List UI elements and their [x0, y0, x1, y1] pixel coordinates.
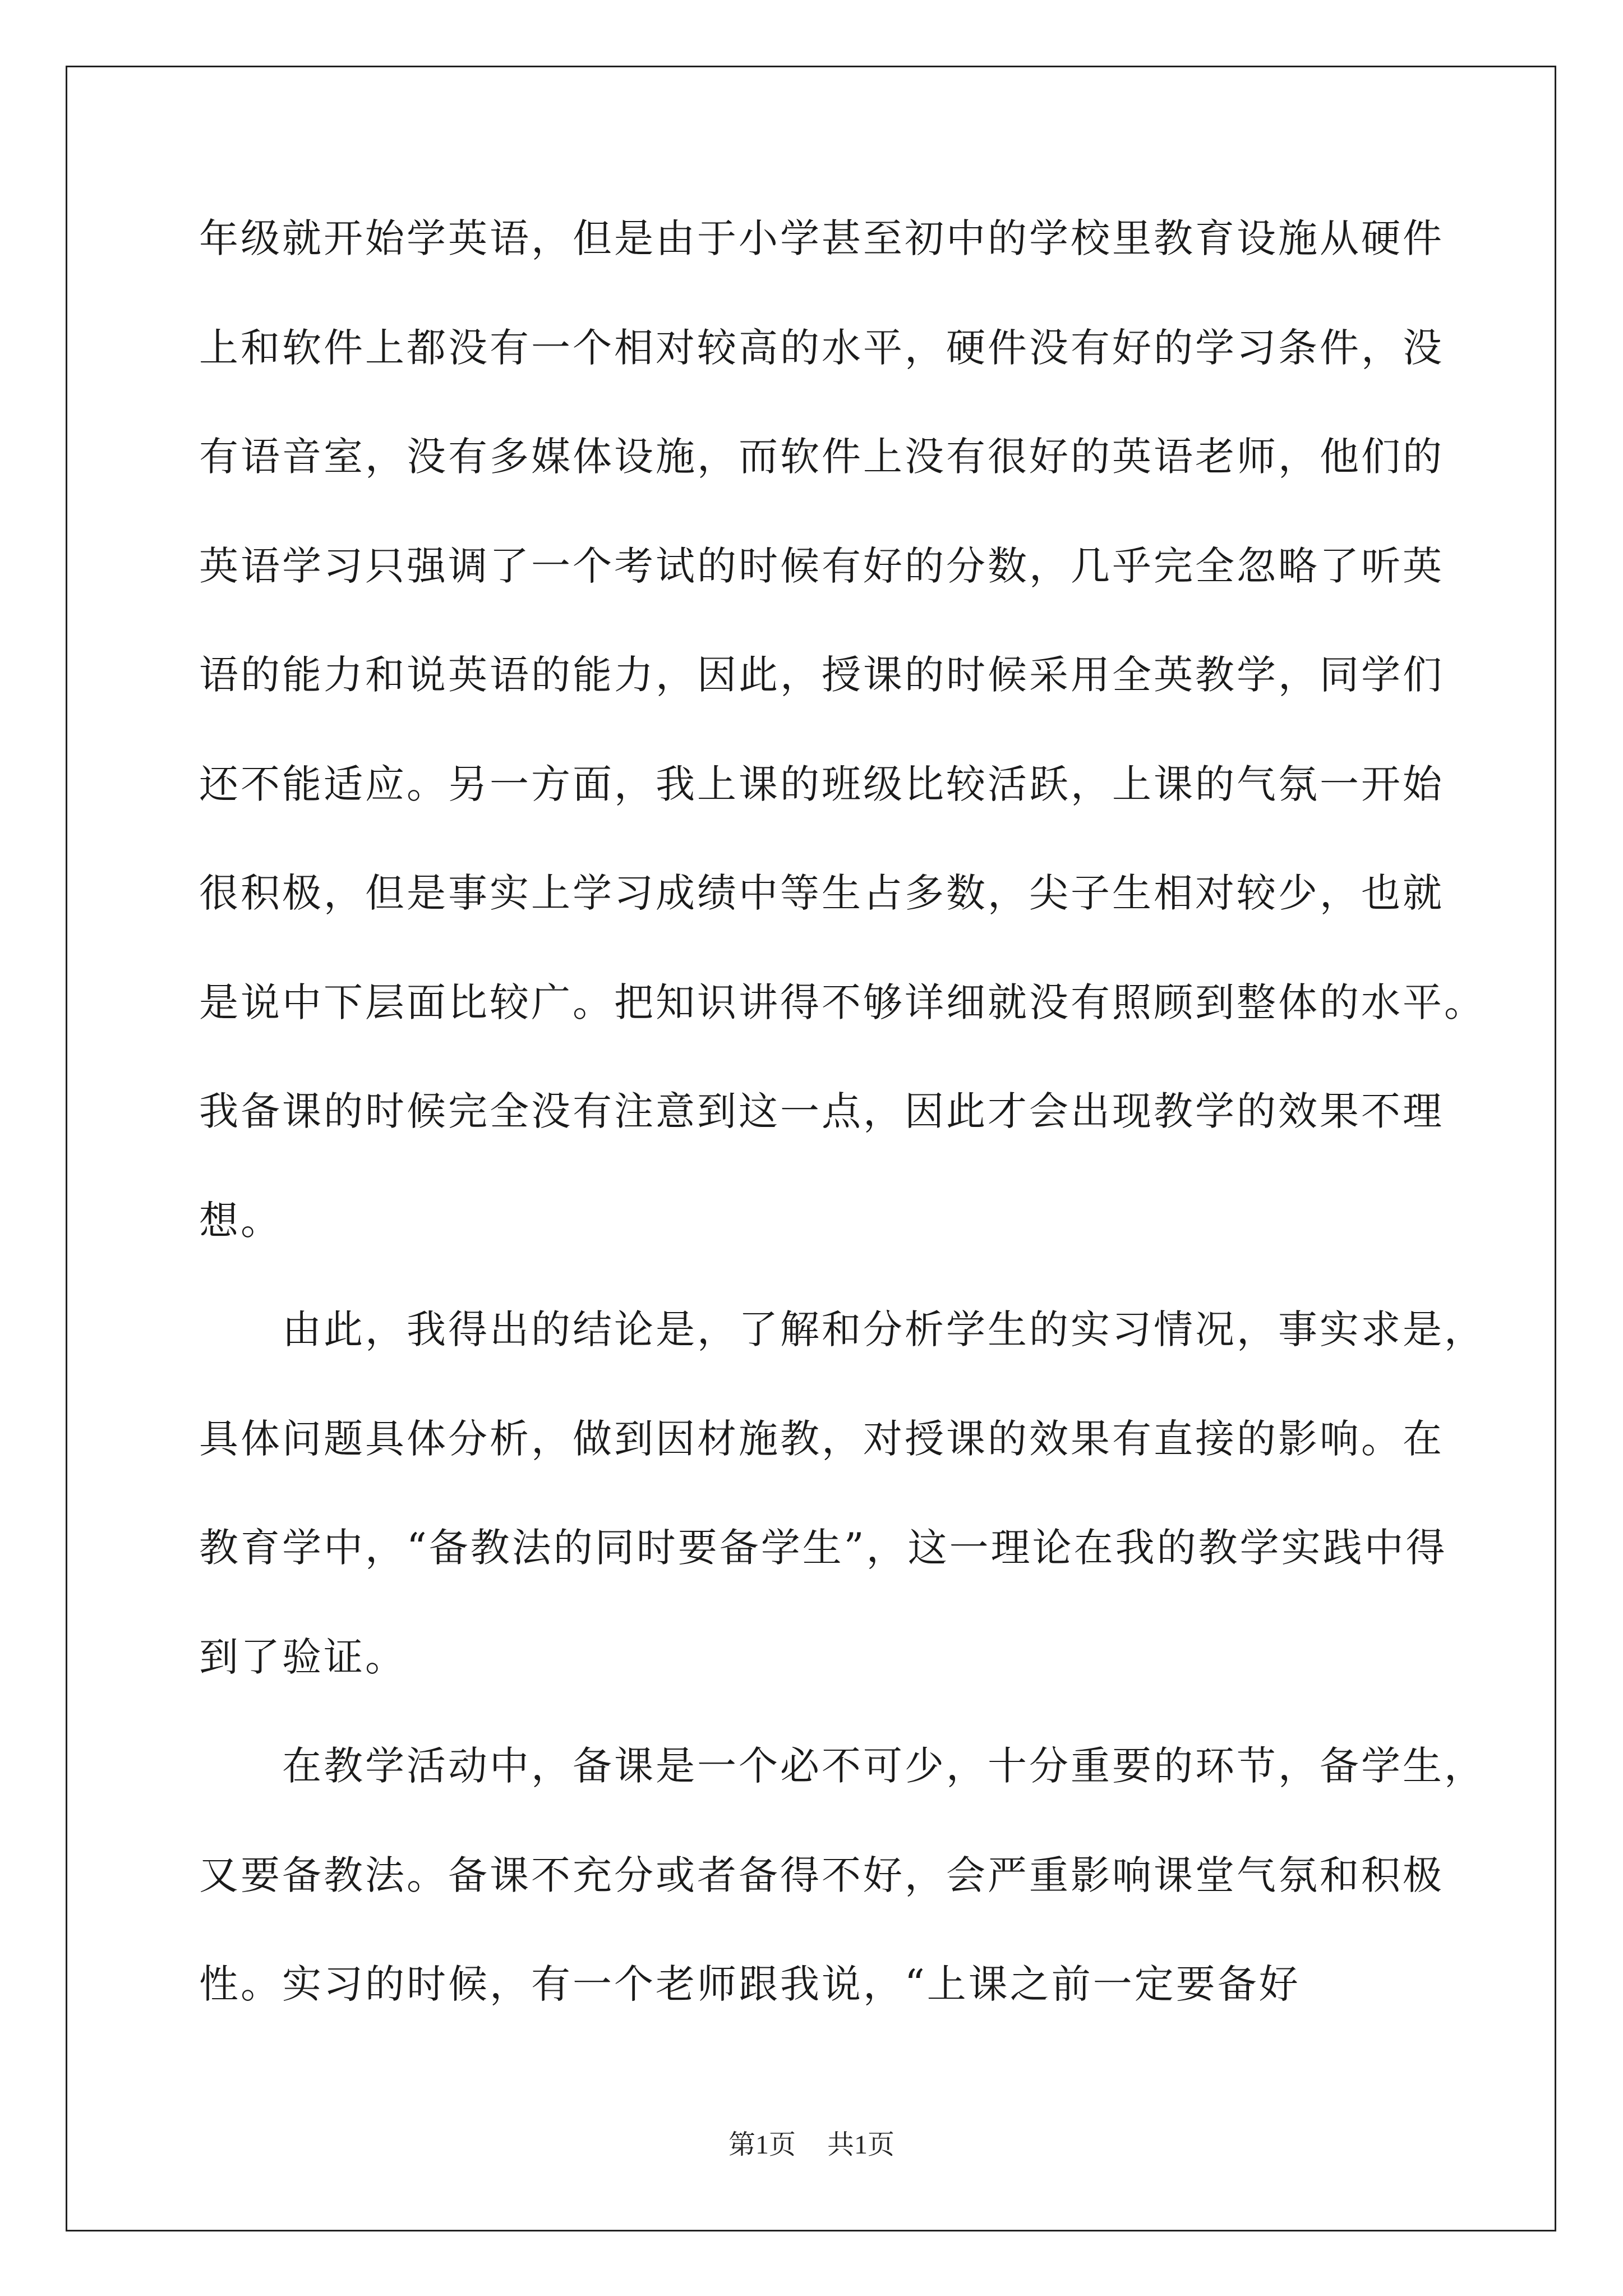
- page-number: 第1页: [728, 2130, 796, 2160]
- page-total: 共1页: [827, 2130, 895, 2160]
- text-line: 我备课的时候完全没有注意到这一点，因此才会出现教学的效果不理: [199, 1088, 1444, 1134]
- text-line: 年级就开始学英语，但是由于小学甚至初中的学校里教育设施从硬件: [199, 215, 1444, 261]
- text-line: 想。: [199, 1197, 282, 1244]
- text-line: 上和软件上都没有一个相对较高的水平，硬件没有好的学习条件，没: [199, 324, 1444, 371]
- text-line: 是说中下层面比较广。把知识讲得不够详细就没有照顾到整体的水平。: [199, 979, 1486, 1025]
- text-line: 有语音室，没有多媒体设施，而软件上没有很好的英语老师，他们的: [199, 434, 1444, 480]
- text-line: 性。实习的时候，有一个老师跟我说，“上课之前一定要备好: [199, 1961, 1301, 2007]
- text-line: 语的能力和说英语的能力，因此，授课的时候采用全英教学，同学们: [199, 652, 1444, 698]
- text-line: 又要备教法。备课不充分或者备得不好，会严重影响课堂气氛和积极: [199, 1852, 1444, 1898]
- text-line: 具体问题具体分析，做到因材施教，对授课的效果有直接的影响。在: [199, 1415, 1444, 1462]
- text-line: 教育学中，“备教法的同时要备学生”，这一理论在我的教学实践中得: [199, 1525, 1447, 1571]
- text-line: 由此，我得出的结论是，了解和分析学生的实习情况，事实求是，: [282, 1306, 1486, 1352]
- text-line: 到了验证。: [199, 1634, 407, 1680]
- text-line: 很积极，但是事实上学习成绩中等生占多数，尖子生相对较少，也就: [199, 870, 1444, 916]
- page-footer: [0, 2132, 1623, 2159]
- text-line: 英语学习只强调了一个考试的时候有好的分数，几乎完全忽略了听英: [199, 542, 1444, 589]
- document-body: [199, 215, 1486, 2074]
- text-line: 在教学活动中，备课是一个必不可少，十分重要的环节，备学生，: [282, 1743, 1486, 1789]
- text-line: 还不能适应。另一方面，我上课的班级比较活跃，上课的气氛一开始: [199, 761, 1444, 807]
